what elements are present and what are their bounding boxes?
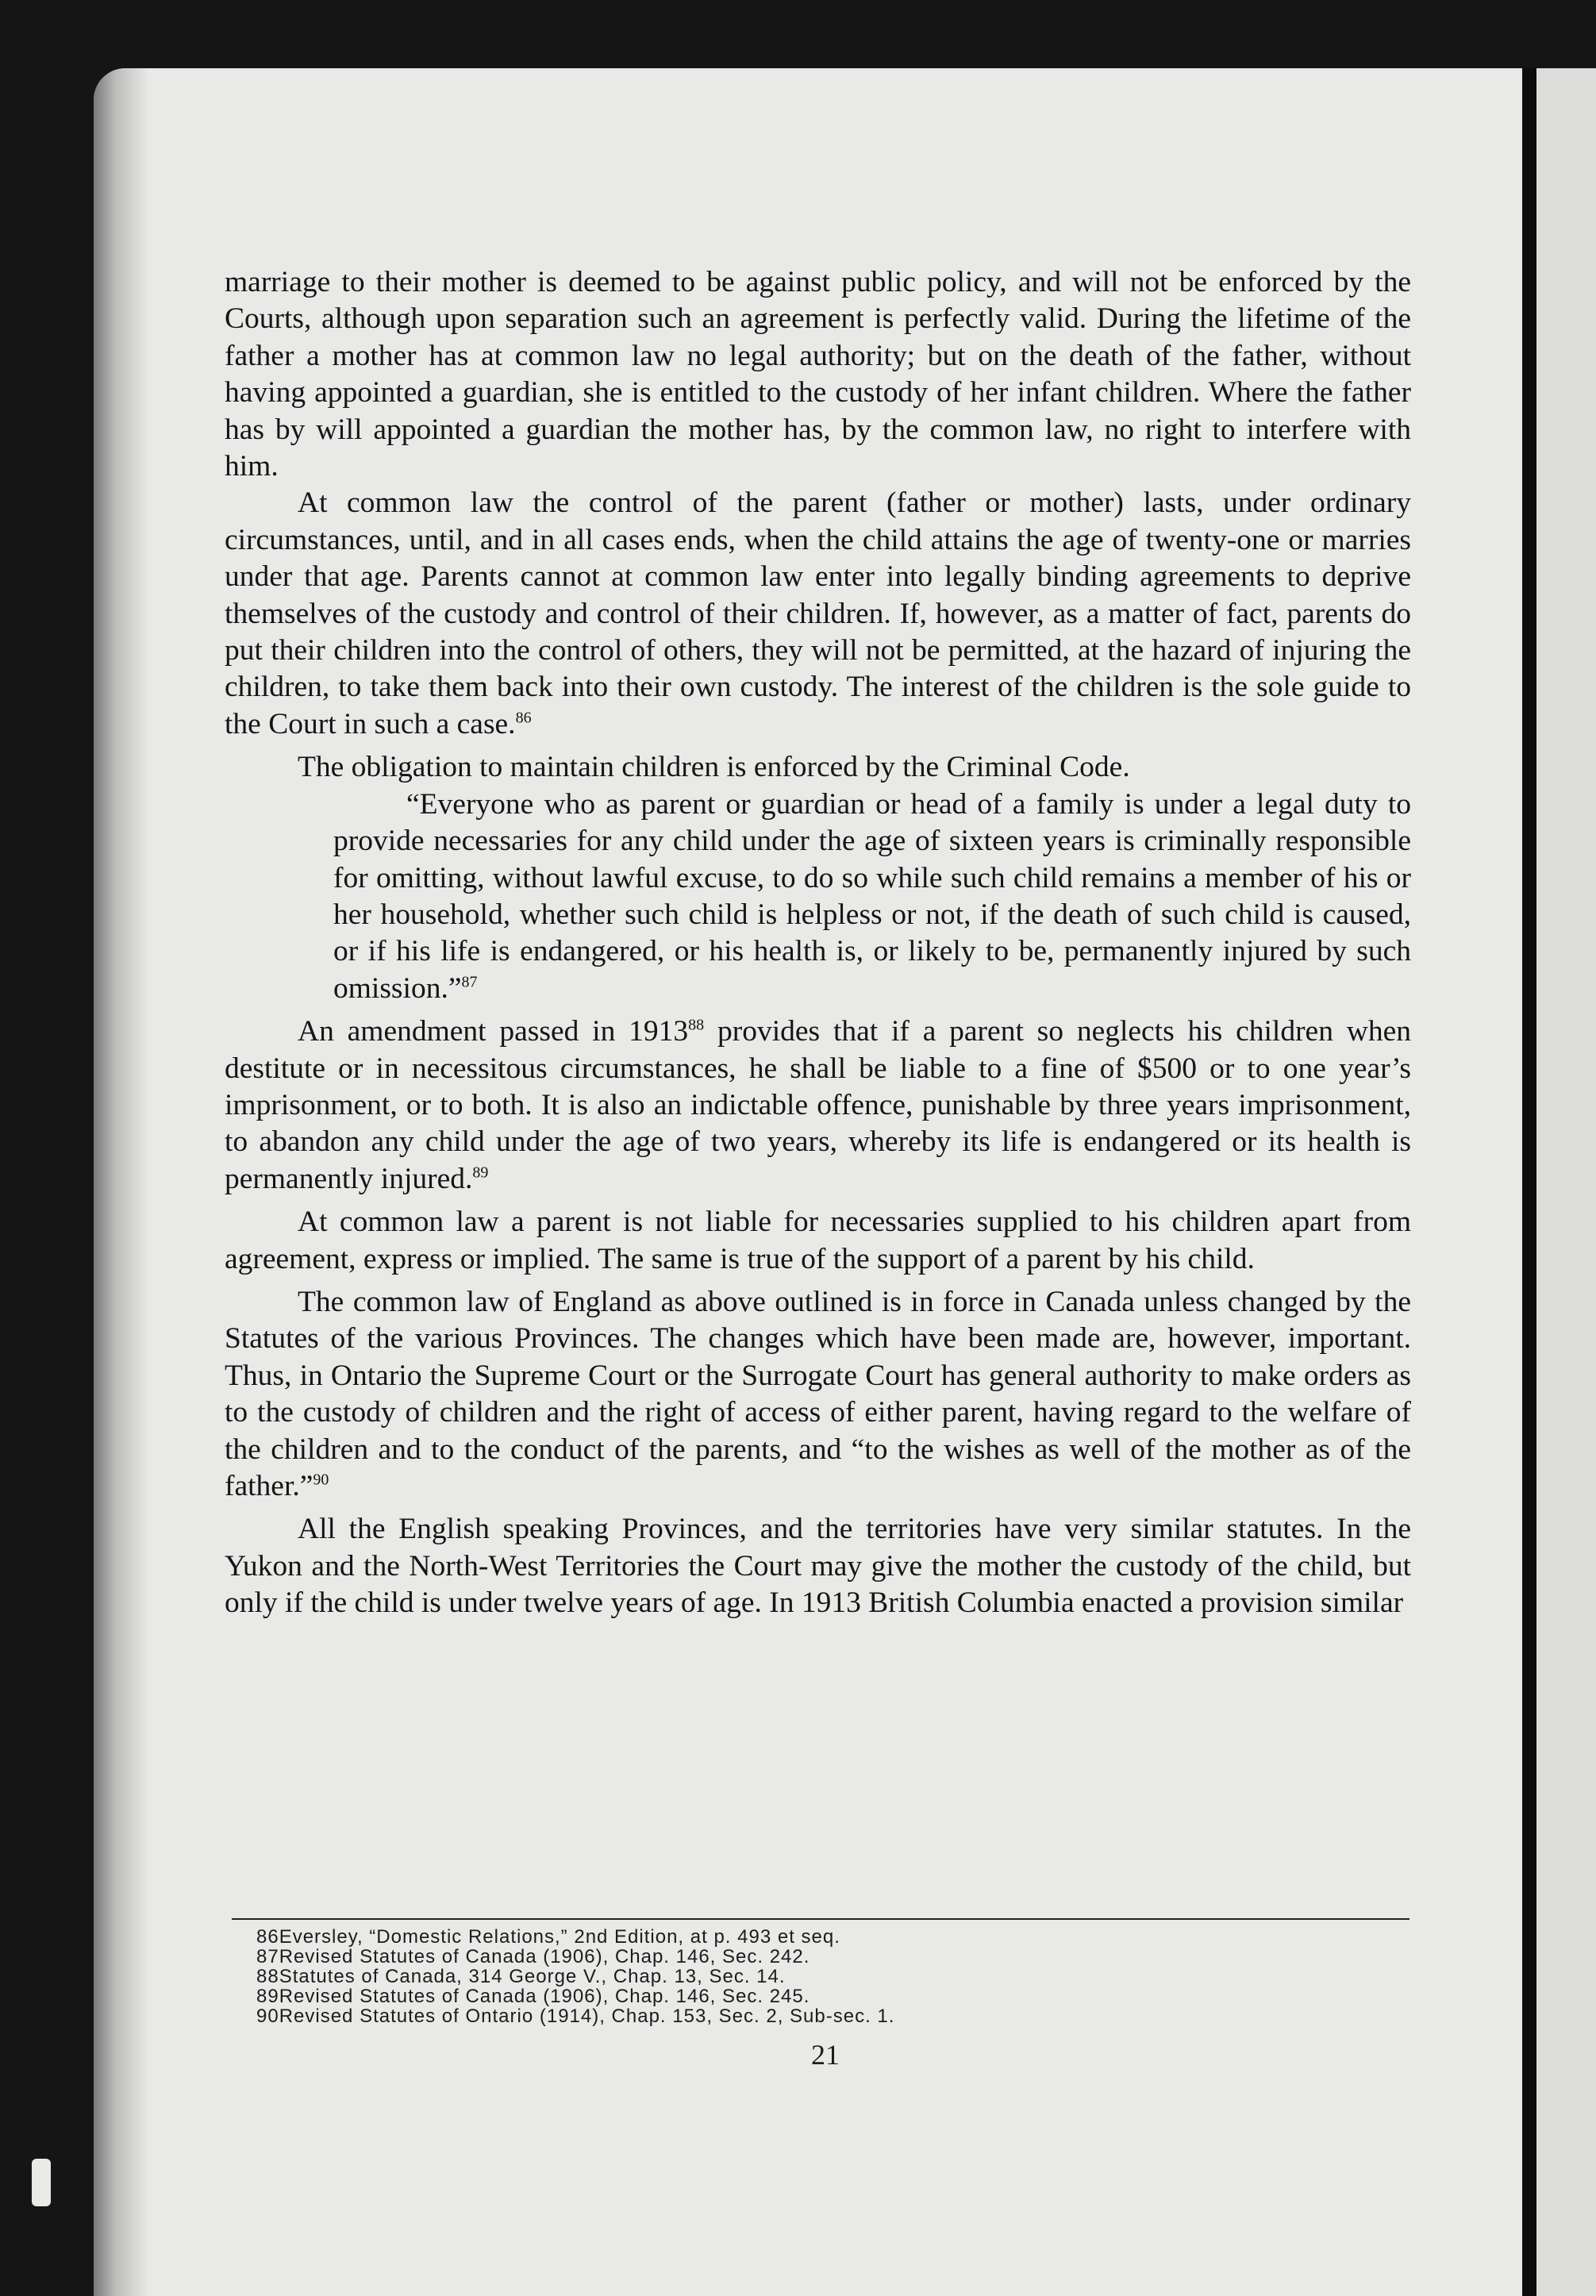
- quote-text: “Everyone who as parent or guardian or head of a family is under a legal duty to provide necessaries for any child under the age of sixteen years is criminally responsible for omitting, without lawful excuse, to do so while such child remains a member of his or her household, whether such child is helpless or not, if the death of such child is caused, or if his life is endangered, or his health is, or likely to be, permanently injured by such omission.”$^{87}$: [333, 787, 1411, 1005]
- footnote-86: 86Eversley, “Domestic Relations,” 2nd Edition, at p. 493 et seq.: [256, 1926, 840, 1948]
- paragraph-custody-agreements: marriage to their mother is deemed to be against public policy, and will not be enforced by the Courts, although upon separation such an agreement is perfectly valid. During the lifetime of the father a mother has at common law no legal authority; but on the death of the father, without having appointed a guardian, she is entitled to the custody of her infant children. Where the father has by will appointed a guardian the mother has, by the common law, no right to interfere with him.: [225, 266, 1411, 483]
- block-quote-criminal-code: [333, 786, 1411, 1007]
- paragraph-necessaries: At common law a parent is not liable for necessaries supplied to his children apart from agreement, express or implied. The same is true of the support of a parent by his child.: [225, 1206, 1411, 1275]
- footnote-ref-86: 86: [515, 709, 532, 727]
- footnote-88: 88Statutes of Canada, 314 George V., Chap. 13, Sec. 14.: [256, 1966, 786, 1987]
- footnote-ref-88: 88: [688, 1016, 705, 1034]
- footnote-ref-90: 90: [313, 1471, 329, 1489]
- paragraph-criminal-code: The obligation to maintain children is enforced by the Criminal Code.: [298, 751, 1130, 784]
- footnote-89: 89Revised Statutes of Canada (1906), Chap. 146, Sec. 245.: [256, 1986, 810, 2007]
- footnote-ref-87: 87: [461, 973, 478, 991]
- book-spine-edge: [1522, 68, 1536, 2296]
- body-text: [225, 264, 1411, 1622]
- footnote-ref-89: 89: [472, 1163, 489, 1182]
- scan-artifact: [32, 2159, 51, 2206]
- paragraph-common-law-canada: The common law of England as above outlined is in force in Canada unless changed by the Statutes of the various Provinces. The changes which have been made are, however, important. Thus, in Ontario the Supreme Court or the Surrogate Court has general authority to make orders as to the custody of children and the right of access of either parent, having regard to the welfare of the children and to the conduct of the parents, and “to the wishes as well of the mother as of the father.”$^{90}$: [225, 1285, 1411, 1502]
- footnotes: [256, 1927, 1407, 2026]
- footnote-87: 87Revised Statutes of Canada (1906), Chap. 146, Sec. 242.: [256, 1946, 810, 1967]
- next-page-edge: [1536, 68, 1596, 2296]
- footnote-divider: [232, 1918, 1409, 1920]
- paragraph-provincial-statutes: All the English speaking Provinces, and the territories have very similar statutes. In the Yukon and the North-West Territories the Court may give the mother the custody of the child, but only if the child is under twelve years of age. In 1913 British Columbia enacted a provision similar: [225, 1513, 1411, 1620]
- page-number: 21: [811, 2039, 840, 2071]
- paragraph-amendment-1913: An amendment passed in 1913$^{88}$ provides that if a parent so neglects his children when destitute or in necessitous circumstances, he shall be liable to a fine of $500 or to one year’s imprisonment, or to both. It is also an indictable offence, punishable by three years imprisonment, to abandon any child under the age of two years, whereby its life is endangered or its health is permanently injured.$^{89}$: [225, 1015, 1411, 1195]
- footnote-90: 90Revised Statutes of Ontario (1914), Chap. 153, Sec. 2, Sub-sec. 1.: [256, 2006, 895, 2027]
- page-gutter-shadow: [94, 68, 149, 2296]
- paragraph-parental-control: At common law the control of the parent (father or mother) lasts, under ordinary circumstances, until, and in all cases ends, when the child attains the age of twenty-one or marries under that age. Parents cannot at common law enter into legally binding agreements to deprive themselves of the custody and control of their children. If, however, as a matter of fact, parents do put their children into the control of others, they will not be permitted, at the hazard of injuring the children, to take them back into their own custody. The interest of the children is the sole guide to the Court in such a case.$^{86}$: [225, 487, 1411, 740]
